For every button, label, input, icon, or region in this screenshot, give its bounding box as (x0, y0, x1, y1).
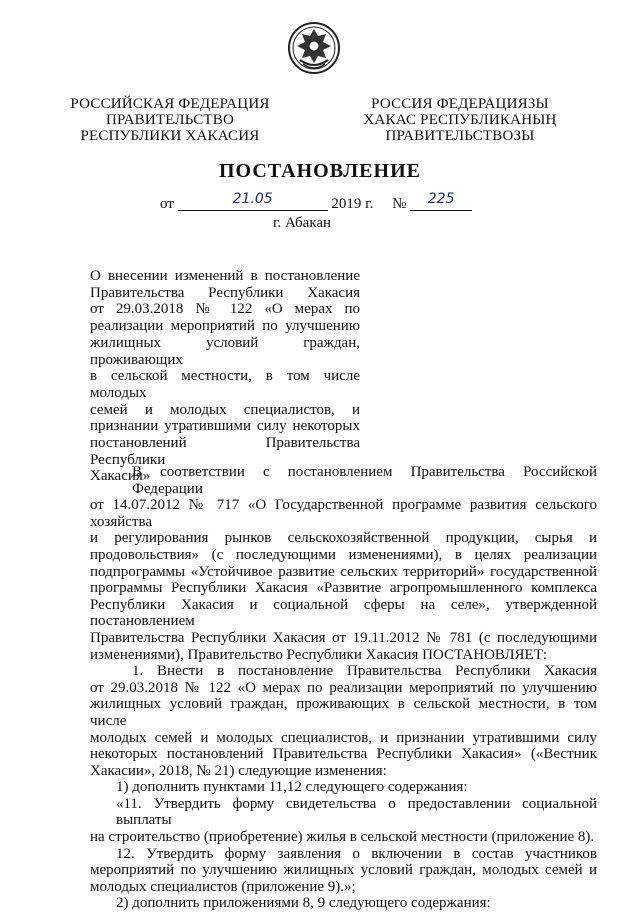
subject-block (90, 268, 360, 485)
date-line (160, 191, 500, 213)
body-line: Правительства Республики Хакасия от 19.11.2012 № 781 (с последующими (90, 629, 597, 646)
date-blank (178, 191, 328, 211)
header-left-line: РЕСПУБЛИКИ ХАКАСИЯ (80, 128, 260, 144)
body-line: и регулирования рынков сельскохозяйственной продукции, сырья и (90, 530, 597, 547)
body-line: молодых специалистов (приложение 9).»; (90, 878, 356, 895)
item-1-paragraph (90, 663, 597, 779)
date-year: 2019 г. (331, 196, 374, 212)
subject-line: от 29.03.2018 № 122 «О мерах по (90, 301, 360, 318)
subject-line: реализации мероприятий по улучшению (90, 318, 360, 335)
point-12-paragraph (90, 846, 597, 896)
subject-line: в сельской местности, в том числе молодых (90, 368, 360, 401)
subitem-1: 1) дополнить пунктами 11,12 следующего содержания: (116, 779, 468, 796)
subitem-2: 2) дополнить приложениями 8, 9 следующего содержания: (116, 895, 491, 912)
header-right (360, 96, 560, 144)
handwritten-date: 21.05 (232, 191, 273, 207)
subject-line: Хакасия» (90, 468, 151, 485)
date-prefix: от (160, 196, 174, 212)
subject-line: признании утратившими силу некоторых (90, 418, 360, 435)
body-line: «11. Утвердить форму свидетельства о предоставлении социальной выплаты (116, 795, 597, 829)
subject-line: О внесении изменений в постановление (90, 268, 360, 284)
header-right-line: ХАКАС РЕСПУБЛИКАНЫҢ (363, 112, 557, 128)
city: г. Абакан (273, 215, 332, 231)
body-line: от 29.03.2018 № 122 «О мерах по реализации мероприятий по улучшению (90, 679, 597, 696)
handwritten-number: 225 (427, 191, 455, 207)
header-right-line: РОССИЯ ФЕДЕРАЦИЯЗЫ (371, 96, 549, 112)
body-line: 12. Утвердить форму заявления о включении в состав участников (116, 845, 597, 862)
body-line: изменениями), Правительство Республики Хакасия ПОСТАНОВЛЯЕТ: (90, 646, 548, 663)
body-line: Хакасии», 2018, № 21) следующие изменения: (90, 762, 387, 779)
coat-of-arms-emblem (286, 20, 342, 76)
number-sign: № (392, 196, 407, 212)
body-line: продовольствия» (с последующими изменениями), в целях реализации (90, 546, 597, 563)
header-right-line: ПРАВИТЕЛЬСТВОЗЫ (385, 128, 535, 144)
body-line: программы Республики Хакасия «Развитие агропромышленного комплекса (90, 580, 597, 597)
subject-line: постановлений Правительства Республики (90, 435, 360, 468)
subject-line: семей и молодых специалистов, и (90, 401, 360, 418)
body-line: жилищных условий граждан, проживающих в сельской местности, в том числе (90, 696, 597, 729)
body-line: на строительство (приобретение) жилья в сельской местности (приложение 8). (90, 829, 595, 846)
header-left (70, 96, 270, 144)
body-line: мероприятий по улучшению жилищных условий граждан, молодых семей и (90, 862, 597, 879)
preamble-paragraph (90, 464, 597, 663)
document-title: ПОСТАНОВЛЕНИЕ (219, 160, 421, 182)
body-line: некоторых постановлений Правительства Республики Хакасия» («Вестник (90, 746, 597, 763)
header-left-line: РОССИЙСКАЯ ФЕДЕРАЦИЯ (70, 96, 270, 112)
header-left-line: ПРАВИТЕЛЬСТВО (105, 112, 235, 128)
subject-line: Правительства Республики Хакасия (90, 284, 360, 301)
body-line: молодых семей и молодых специалистов, и признании утратившими силу (90, 729, 597, 746)
body-line: Республики Хакасия и социальной сферы на селе», утвержденной постановлением (90, 596, 597, 630)
body-line: 1. Внести в постановление Правительства Республики Хакасия (132, 663, 597, 680)
body-line: В соответствии с постановлением Правительства Российской Федерации (132, 464, 597, 497)
point-11-paragraph (90, 796, 597, 846)
number-blank (410, 191, 472, 211)
subject-line: жилищных условий граждан, проживающих (90, 334, 360, 368)
body-line: подпрограммы «Устойчивое развитие сельских территорий» государственной (90, 563, 597, 580)
body-line: от 14.07.2012 № 717 «О Государственной программе развития сельского хозяйства (90, 497, 597, 530)
document-body (90, 464, 597, 912)
